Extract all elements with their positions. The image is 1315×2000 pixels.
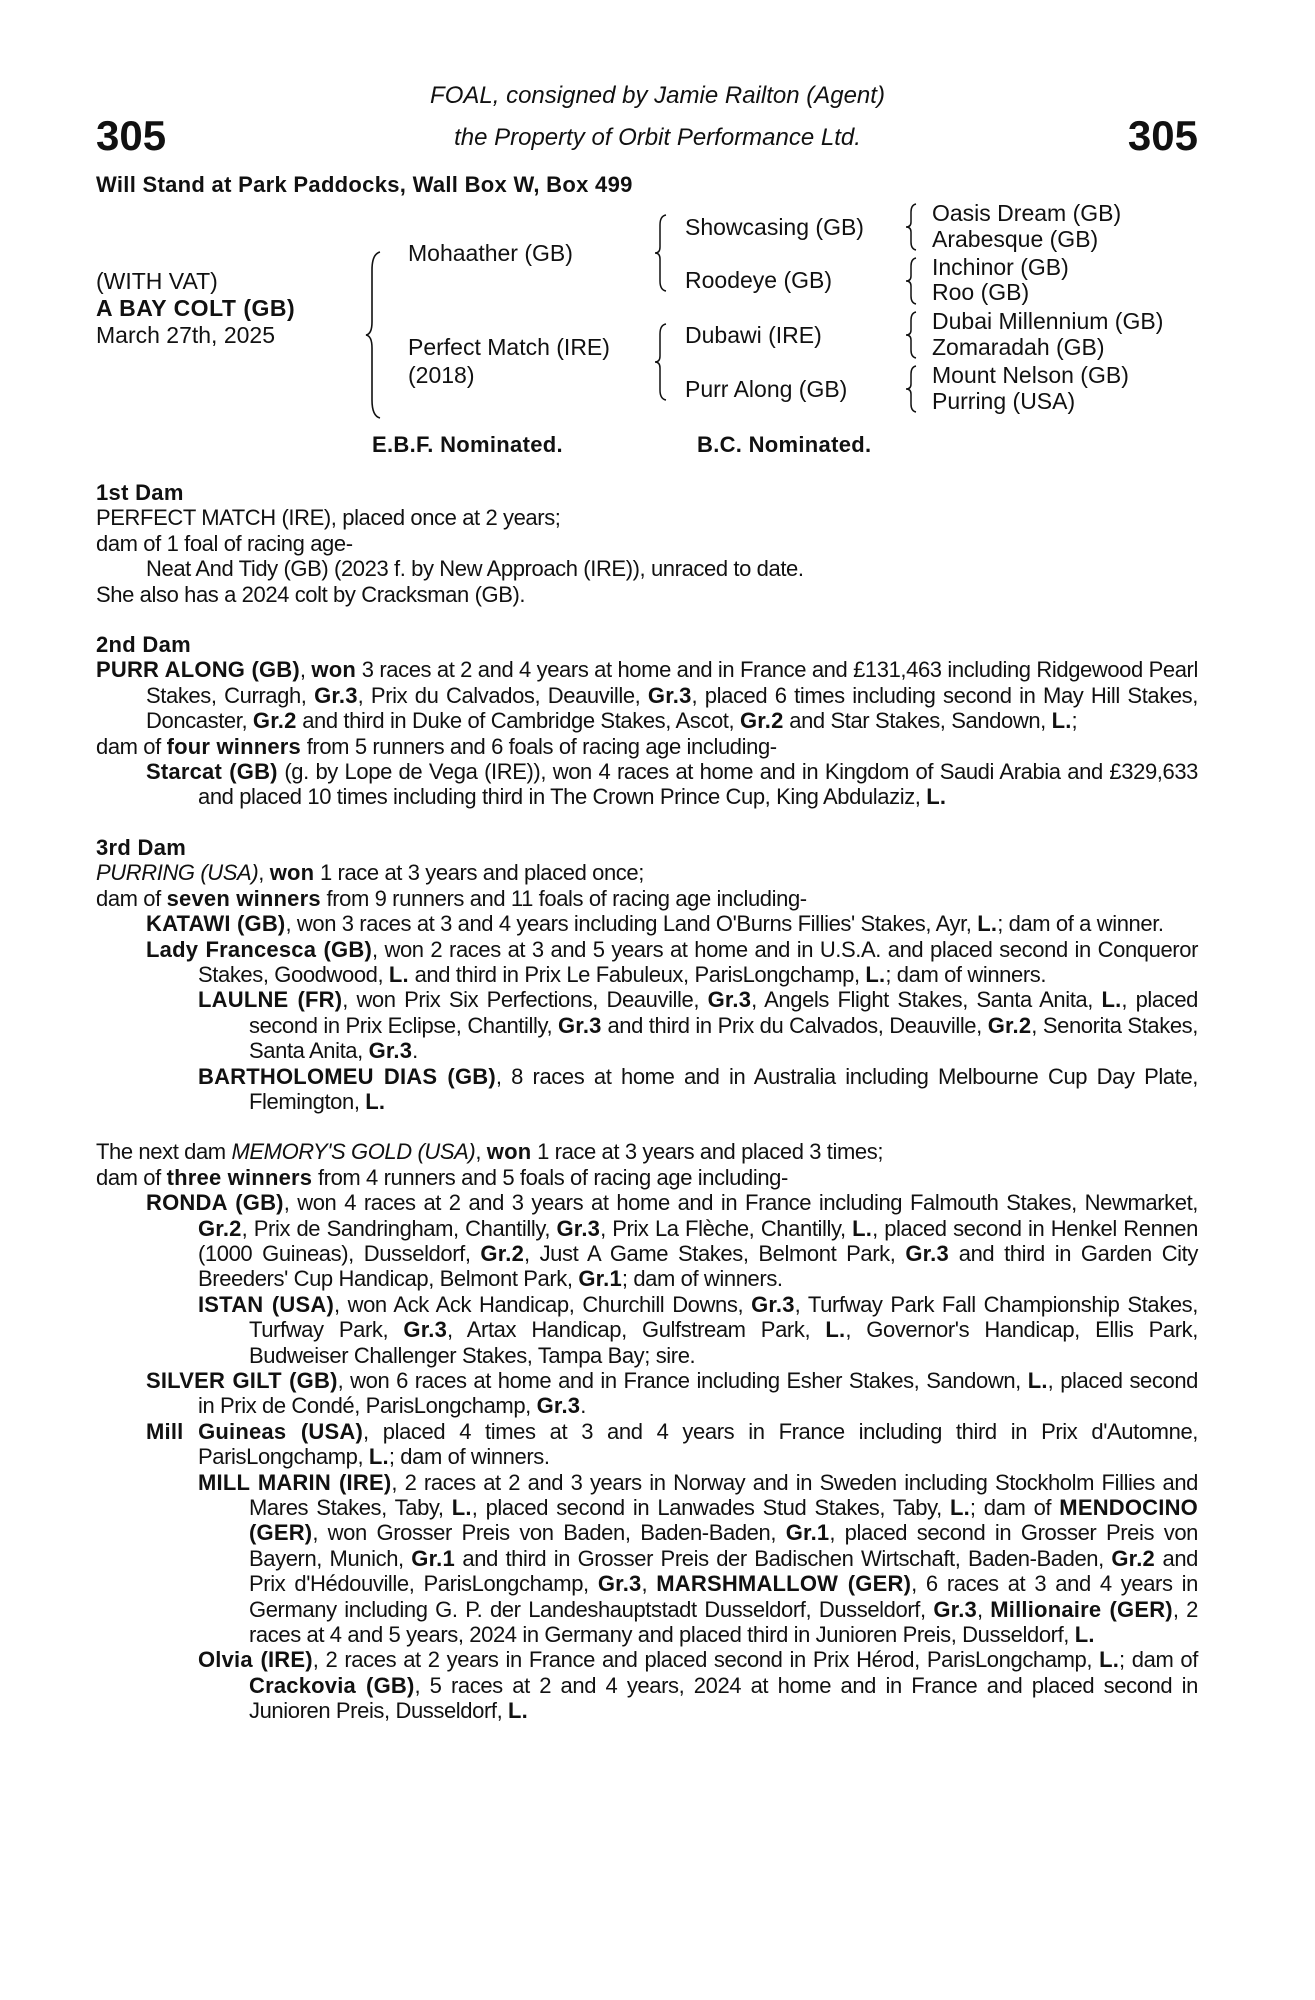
bold-text: Gr.2 [252, 708, 297, 734]
text-run: The next dam [96, 1139, 232, 1165]
vat-label: (WITH VAT) [96, 268, 218, 294]
bold-text: LAULNE (FR) [198, 987, 343, 1013]
text-run: ; dam of [969, 1495, 1060, 1521]
stand-location: Will Stand at Park Paddocks, Wall Box W, Box 499 [96, 172, 633, 197]
text-run: , Senorita Stakes, Santa Anita, [249, 1012, 1198, 1064]
bold-text: L. [825, 1317, 846, 1343]
pedigree-paragraph [96, 657, 1198, 733]
pedigree-paragraph [96, 582, 1198, 607]
bold-text: L. [365, 1088, 386, 1114]
text-run: , 8 races at home and in Australia including Melbourne Cup Day Plate, Flemington, [249, 1063, 1198, 1114]
gg-brace-1 [906, 202, 918, 252]
gg-brace-2 [906, 256, 918, 306]
bold-text: L. [949, 1495, 970, 1521]
horse-name: A BAY COLT (GB) [96, 295, 296, 321]
pedigree-paragraph [96, 1165, 1198, 1190]
gg-1: Oasis Dream (GB) [932, 200, 1122, 226]
text-run: , 5 races at 2 and 4 years, 2024 at home and in France and placed second in Junioren Preis, Dusseldorf, [249, 1672, 1198, 1724]
bold-text: won [486, 1139, 532, 1165]
text-run: , placed second in Grosser Preis von Bayern, Munich, [249, 1520, 1199, 1571]
bold-text: won [311, 657, 356, 683]
bold-text: MARSHMALLOW (GER) [656, 1571, 912, 1597]
bold-text: Mill Guineas (USA) [146, 1418, 364, 1444]
bold-text: Millionaire (GER) [990, 1596, 1173, 1622]
text-run: ; dam of winners. [885, 961, 1047, 987]
gg-2: Arabesque (GB) [932, 226, 1099, 252]
bold-text: Gr.3 [597, 1571, 642, 1597]
text-run: ; dam of winners. [388, 1444, 550, 1470]
text-run: , placed second in Henkel Rennen (1000 Guineas), Dusseldorf, [198, 1215, 1198, 1266]
text-run: and third in Grosser Preis der Badischen Wirtschaft, Baden-Baden, [454, 1545, 1112, 1571]
italic-text: PURRING (USA) [96, 860, 259, 886]
pedigree-paragraph [96, 911, 1198, 936]
text-run: from 5 runners and 6 foals of racing age including- [301, 733, 777, 759]
pedigree-brace [368, 250, 382, 420]
text-run: ; dam of [1119, 1647, 1198, 1673]
pedigree-paragraph [96, 987, 1198, 1063]
ebf-nomination: E.B.F. Nominated. [372, 432, 563, 457]
gg-brace-3 [906, 310, 918, 360]
pedigree-paragraph [96, 1368, 1198, 1419]
bold-text: L. [852, 1215, 873, 1241]
bc-nomination: B.C. Nominated. [697, 432, 872, 457]
pedigree-paragraph [96, 505, 1198, 530]
bold-text: three winners [166, 1164, 313, 1190]
text-run: , [475, 1139, 487, 1165]
bold-text: Gr.2 [987, 1012, 1032, 1038]
gg-6: Zomaradah (GB) [932, 334, 1105, 360]
text-run: , Governor's Handicap, Ellis Park, Budweiser Challenger Stakes, Tampa Bay; sire. [249, 1317, 1198, 1368]
bold-text: Gr.3 [751, 1291, 795, 1317]
pedigree-paragraph [96, 1064, 1198, 1115]
bold-text: L. [388, 961, 409, 987]
pedigree-notes [96, 480, 1198, 1749]
bold-text: KATAWI (GB) [146, 911, 286, 937]
text-run: , placed second in Prix Eclipse, Chantilly, [249, 987, 1198, 1038]
bold-text: Gr.1 [578, 1266, 622, 1292]
bold-text: Starcat (GB) [146, 759, 278, 785]
pedigree-paragraph [96, 1139, 1198, 1164]
lot-number-left: 305 [96, 112, 167, 159]
dam-year: (2018) [408, 362, 475, 388]
text-run: ; [1071, 708, 1078, 734]
text-run: , Artax Handicap, Gulfstream Park, [447, 1317, 826, 1343]
text-run: , Just A Game Stakes, Belmont Park, [524, 1240, 906, 1266]
text-run: PERFECT MATCH (IRE), placed once at 2 years; [96, 505, 561, 531]
text-run: , [976, 1596, 991, 1622]
text-run: , 2 races at 4 and 5 years, 2024 in Germany and placed third in Junioren Preis, Dusseldorf, [249, 1596, 1198, 1648]
foaling-date: March 27th, 2025 [96, 322, 276, 348]
bold-text: L. [926, 784, 947, 810]
text-run: dam of [96, 885, 167, 911]
bold-text: Gr.3 [536, 1393, 581, 1419]
text-run: , [641, 1571, 657, 1597]
text-run: , won 3 races at 3 and 4 years including Land O'Burns Fillies' Stakes, Ayr, [285, 911, 978, 937]
bold-text: L. [1074, 1622, 1095, 1648]
text-run: , 2 races at 2 and 3 years in Norway and in Sweden including Stockholm Fillies and Mares Stakes, Taby, [249, 1469, 1198, 1521]
gg-3: Inchinor (GB) [932, 254, 1069, 280]
text-run: , [299, 657, 312, 683]
gg-5: Dubai Millennium (GB) [932, 308, 1164, 334]
bold-text: BARTHOLOMEU DIAS (GB) [198, 1063, 496, 1089]
dam-brace [656, 322, 668, 402]
text-run: , placed second in Prix de Condé, ParisLongchamp, [198, 1368, 1198, 1419]
pedigree-paragraph [96, 734, 1198, 759]
text-run: , won 4 races at 2 and 3 years at home and in France including Falmouth Stakes, Newmarket, [283, 1190, 1198, 1216]
sire-sire: Showcasing (GB) [685, 214, 864, 240]
text-run: , placed 6 times including second in May Hill Stakes, Doncaster, [146, 682, 1198, 734]
text-run: , placed second in Lanwades Stud Stakes, Taby, [471, 1495, 950, 1521]
bold-text: PURR ALONG (GB) [96, 657, 300, 683]
text-run: (g. by Lope de Vega (IRE)), won 4 races at home and in Kingdom of Saudi Arabia and £329,633 and placed 10 times including third in The Crown Prince Cup, King Abdulaziz, [198, 759, 1198, 810]
pedigree-paragraph [96, 860, 1198, 885]
bold-text: Gr.3 [368, 1038, 413, 1064]
bold-text: won [269, 860, 315, 886]
bold-text: Gr.3 [558, 1012, 602, 1038]
text-run: and third in Prix du Calvados, Deauville, [601, 1012, 988, 1038]
bold-text: Gr.1 [785, 1520, 830, 1546]
text-run: 1 race at 3 years and placed once; [314, 860, 644, 886]
bold-text: L. [508, 1698, 528, 1724]
text-run: , Prix La Flèche, Chantilly, [600, 1215, 853, 1241]
dam-section [96, 835, 1198, 1114]
text-run: and Star Stakes, Sandown, [783, 708, 1052, 734]
section-heading: 2nd Dam [96, 632, 192, 658]
sire-brace [656, 213, 668, 293]
text-run: and third in Garden City Breeders' Cup Handicap, Belmont Park, [198, 1240, 1198, 1292]
text-run: dam of [96, 733, 167, 759]
bold-text: Gr.2 [1111, 1545, 1155, 1571]
bold-text: L. [1027, 1368, 1048, 1393]
sire-dam: Roodeye (GB) [685, 267, 833, 293]
bold-text: Gr.3 [403, 1317, 448, 1343]
text-run: , Prix de Sandringham, Chantilly, [241, 1215, 557, 1241]
pedigree-paragraph [96, 531, 1198, 556]
gg-brace-4 [906, 364, 918, 414]
pedigree-paragraph [96, 886, 1198, 911]
text-run: 3 races at 2 and 4 years at home and in France and £131,463 including Ridgewood Pearl Stakes, Curragh, [146, 657, 1198, 708]
bold-text: L. [451, 1495, 472, 1521]
gg-7: Mount Nelson (GB) [932, 362, 1129, 388]
consignor-line: FOAL, consigned by Jamie Railton (Agent) [430, 82, 885, 109]
text-run: , won Grosser Preis von Baden, Baden-Baden, [312, 1520, 786, 1546]
pedigree-paragraph [96, 937, 1198, 988]
bold-text: Lady Francesca (GB) [146, 936, 372, 962]
text-run: ; dam of a winner. [997, 911, 1164, 937]
bold-text: MILL MARIN (IRE) [198, 1469, 392, 1495]
bold-text: L. [1099, 1647, 1120, 1673]
section-heading: 3rd Dam [96, 834, 187, 860]
pedigree-paragraph [96, 1292, 1198, 1368]
text-run: and third in Duke of Cambridge Stakes, Ascot, [296, 708, 740, 734]
pedigree-paragraph [96, 1470, 1198, 1648]
pedigree-paragraph [96, 1190, 1198, 1292]
text-run: , won 2 races at 3 and 5 years at home and in U.S.A. and placed second in Conqueror Stakes, Goodwood, [198, 936, 1198, 987]
bold-text: Gr.2 [739, 708, 784, 734]
dam-dam: Purr Along (GB) [685, 376, 848, 402]
text-run: . [412, 1038, 418, 1064]
bold-text: Gr.2 [480, 1240, 525, 1266]
dam-sire: Dubawi (IRE) [685, 322, 822, 348]
text-run: , Prix du Calvados, Deauville, [357, 682, 648, 708]
bold-text: L. [865, 961, 886, 987]
text-run: 1 race at 3 years and placed 3 times; [531, 1139, 884, 1165]
text-run: , won Ack Ack Handicap, Churchill Downs, [333, 1291, 752, 1317]
text-run: dam of 1 foal of racing age- [96, 530, 353, 556]
bold-text: four winners [166, 733, 301, 759]
sire: Mohaather (GB) [408, 240, 573, 266]
text-run: , won 6 races at home and in France including Esher Stakes, Sandown, [337, 1368, 1028, 1393]
dam-section [96, 632, 1198, 810]
bold-text: Crackovia (GB) [249, 1672, 415, 1698]
bold-text: seven winners [166, 885, 321, 911]
bold-text: L. [1051, 708, 1072, 734]
bold-text: Gr.3 [556, 1215, 601, 1241]
text-run: from 9 runners and 11 foals of racing age including- [320, 885, 807, 911]
bold-text: Olvia (IRE) [198, 1647, 313, 1673]
gg-4: Roo (GB) [932, 279, 1030, 305]
dam-section [96, 480, 1198, 607]
text-run: . [580, 1393, 586, 1419]
bold-text: L. [977, 911, 998, 937]
bold-text: Gr.2 [198, 1215, 242, 1241]
bold-text: Gr.3 [707, 987, 752, 1013]
text-run: and third in Prix Le Fabuleux, ParisLongchamp, [408, 961, 866, 987]
bold-text: Gr.3 [905, 1240, 949, 1266]
lot-number-right: 305 [1127, 112, 1198, 159]
text-run: , Turfway Park Fall Championship Stakes, Turfway Park, [249, 1291, 1198, 1343]
bold-text: Gr.3 [647, 682, 692, 708]
text-run: , 6 races at 3 and 4 years in Germany including G. P. der Landeshauptstadt Dusseldorf, Dusseldorf, [249, 1571, 1198, 1622]
text-run: , 2 races at 2 years in France and placed second in Prix Hérod, ParisLongchamp, [312, 1647, 1100, 1673]
bold-text: Gr.1 [411, 1545, 455, 1571]
text-run: and Prix d'Hédouville, ParisLongchamp, [249, 1545, 1198, 1597]
text-run: dam of [96, 1164, 167, 1190]
bold-text: SILVER GILT (GB) [146, 1368, 338, 1393]
bold-text: RONDA (GB) [146, 1190, 284, 1216]
pedigree-paragraph [96, 1419, 1198, 1470]
text-run: , Angels Flight Stakes, Santa Anita, [751, 987, 1102, 1013]
dam-section [96, 1139, 1198, 1723]
pedigree-paragraph [96, 1647, 1198, 1723]
pedigree-paragraph [96, 759, 1198, 810]
bold-text: Gr.3 [933, 1596, 977, 1622]
text-run: ; dam of winners. [621, 1266, 783, 1292]
bold-text: MENDOCINO (GER) [249, 1495, 1198, 1546]
italic-text: MEMORY'S GOLD (USA) [231, 1139, 476, 1165]
bold-text: L. [368, 1444, 389, 1470]
text-run: , won Prix Six Perfections, Deauville, [342, 987, 708, 1013]
text-run: She also has a 2024 colt by Cracksman (GB). [96, 581, 526, 607]
text-run: from 4 runners and 5 foals of racing age including- [312, 1164, 788, 1190]
pedigree-paragraph [96, 556, 1198, 581]
dam: Perfect Match (IRE) [408, 334, 610, 360]
bold-text: L. [1101, 987, 1122, 1013]
bold-text: Gr.3 [314, 682, 358, 708]
bold-text: ISTAN (USA) [198, 1291, 334, 1317]
section-heading: 1st Dam [96, 480, 184, 505]
property-line: the Property of Orbit Performance Ltd. [454, 124, 861, 151]
text-run: Neat And Tidy (GB) (2023 f. by New Approach (IRE)), unraced to date. [146, 556, 804, 582]
text-run: , [258, 860, 270, 886]
text-run: , placed 4 times at 3 and 4 years in France including third in Prix d'Automne, ParisLongchamp, [198, 1418, 1198, 1470]
gg-8: Purring (USA) [932, 388, 1076, 414]
